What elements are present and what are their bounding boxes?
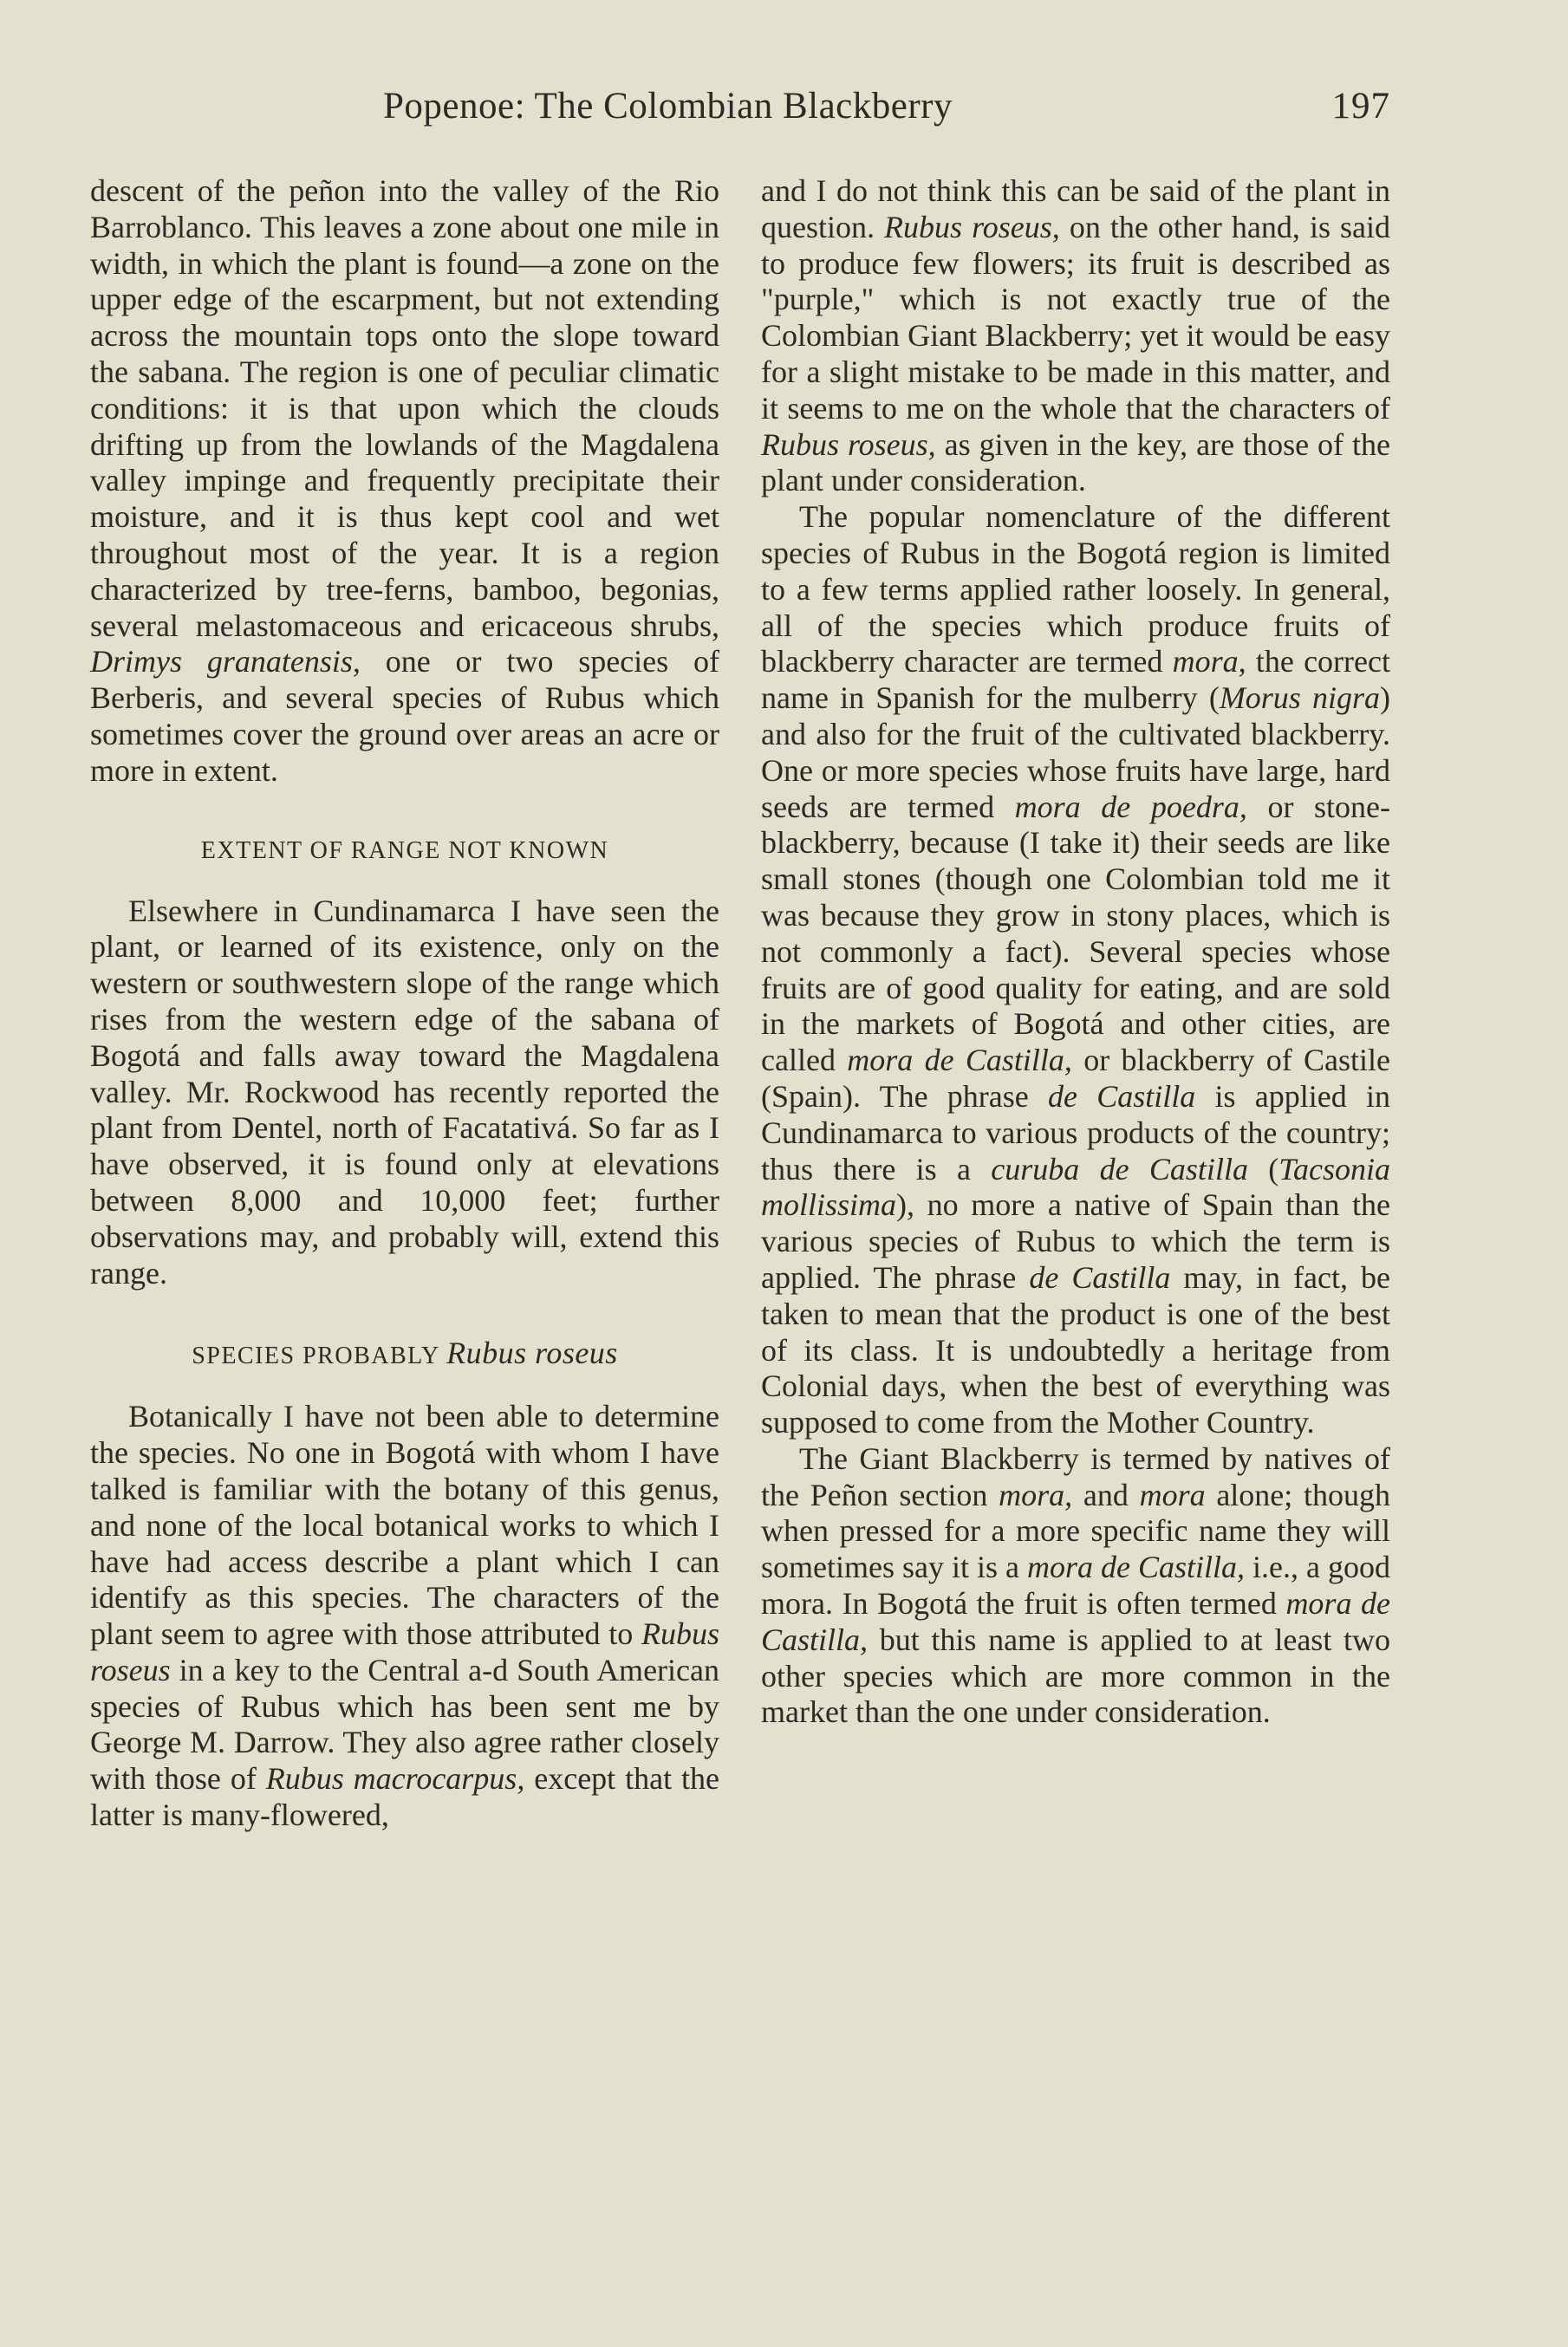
taxon-name: Drimys granatensis, bbox=[90, 644, 361, 679]
text-run: i.e., a good mora. In Bogotá the fruit is often termed bbox=[761, 1550, 1391, 1622]
paragraph bbox=[90, 173, 719, 790]
text-run: may, in fact, be taken to mean that the product is one of the best of its class. It is undoubtedly a heritage from Colonial days, when the best of everything was supposed to come from the Mother Country. bbox=[761, 1259, 1390, 1440]
section-heading: EXTENT OF RANGE NOT KNOWN bbox=[200, 836, 609, 864]
text-run: on the other hand, is said to produce few flowers; its fruit is described as "purple," which is not exactly true of the Colombian Giant Blackberry; yet it would be easy for a slight mistake to be made in this matter, and it seems to me on the whole that the characters of bbox=[761, 209, 1391, 426]
italic-term: mora de Castilla, bbox=[1027, 1550, 1246, 1585]
text-run: as given in the key, are those of the plant under consideration. bbox=[761, 426, 1390, 498]
text-run: ( bbox=[1247, 1151, 1279, 1187]
italic-term: mora, bbox=[999, 1477, 1073, 1512]
right-column bbox=[761, 173, 1390, 1731]
page-number: 197 bbox=[1331, 86, 1390, 127]
text-run: Botanically I have not been able to determine the species. No one in Bogotá with whom I have talked is familiar with the botany of this genus, and none of the local botanical works to which I have had access describe a plant which I can identify as this species. The characters of the plant seem to agree with those attributed to bbox=[90, 1399, 719, 1652]
paragraph bbox=[90, 1399, 719, 1834]
text-run: is applied in Cundinamarca to various products of the country; thus there is a bbox=[761, 1078, 1390, 1187]
italic-term: curuba de Castilla bbox=[991, 1151, 1248, 1187]
text-run: and bbox=[1072, 1477, 1140, 1512]
text-run: ), no more a native of Spain than the various species of Rubus to which the term is applied. The phrase bbox=[761, 1187, 1390, 1295]
text-run: but this name is applied to at least two other species which are more common in the market than the one under consideration. bbox=[761, 1622, 1390, 1730]
text-run: descent of the peñon into the valley of the Rio Barroblanco. This leaves a zone about one mile in width, in which the plant is found—a zone on the upper edge of the escarpment, but not extending across the mountain tops onto the slope toward the sabana. The region is one of peculiar climatic conditions: it is that upon which the clouds drifting up from the lowlands of the Magdalena valley impinge and frequently precipitate their moisture, and it is thus kept cool and wet throughout most of the year. It is a region characterized by tree-ferns, bamboo, begonias, several melastomaceous and ericaceous shrubs, bbox=[90, 173, 719, 643]
taxon-name: Tacsonia mollissima bbox=[761, 1151, 1390, 1223]
running-title: Popenoe: The Colombian Blackberry bbox=[383, 86, 953, 127]
heading-text: SPECIES PROBABLY bbox=[192, 1343, 439, 1370]
italic-term: mora bbox=[1139, 1477, 1206, 1512]
text-run: one or two species of Berberis, and several species of Rubus which sometimes cover the ground over areas an acre or more in extent. bbox=[90, 644, 719, 788]
paragraph bbox=[761, 1441, 1390, 1731]
running-head bbox=[90, 85, 1390, 146]
paragraph: Elsewhere in Cundinamarca I have seen the plant, or learned of its existence, only on the western or southwestern slope of the range which rises from the western edge of the sabana of Bogotá and falls away toward the Magdalena valley. Mr. Rockwood has recently reported the plant from Dentel, north of Facatativá. So far as I have observed, it is found only at elevations between 8,000 and 10,000 feet; further observations may, and probably will, extend this range. bbox=[90, 893, 719, 1291]
text-run: except that the latter is many-flowered, bbox=[90, 1761, 719, 1833]
taxon-name: Rubus roseus bbox=[446, 1336, 618, 1371]
italic-term: mora de Castilla, bbox=[761, 1586, 1390, 1657]
taxon-name: Morus nigra bbox=[1219, 680, 1380, 716]
text-run: the correct name in Spanish for the mulberry ( bbox=[761, 644, 1390, 716]
text-run: alone; though when pressed for a more specific name they will sometimes say it is a bbox=[761, 1477, 1391, 1585]
text-run: or blackberry of Castile (Spain). The phrase bbox=[761, 1043, 1390, 1114]
taxon-name: Rubus macrocarpus, bbox=[265, 1761, 525, 1797]
taxon-name: Rubus roseus bbox=[90, 1616, 719, 1687]
text-run: and I do not think this can be said of the plant in question. bbox=[761, 173, 1390, 244]
italic-term: de Castilla bbox=[1048, 1078, 1196, 1114]
italic-term: de Castilla bbox=[1029, 1259, 1171, 1295]
section-heading bbox=[90, 1336, 719, 1373]
paragraph bbox=[761, 499, 1390, 1441]
taxon-name: Rubus roseus, bbox=[761, 426, 936, 462]
text-run: The Giant Blackberry is termed by natives of the Peñon section bbox=[761, 1440, 1390, 1512]
text-run: in a key to the Central a-d South American species of Rubus which has been sent me by George M. Darrow. They also agree rather closely with those of bbox=[90, 1652, 719, 1797]
left-column bbox=[90, 173, 719, 1834]
text-run: or stone-blackberry, because (I take it) their seeds are like small stones (though one Colombian told me it was because they grow in stony places, which is not commonly a fact). Several species whose fruits are of good quality for eating, and are sold in the markets of Bogotá and other cities, are called bbox=[761, 789, 1391, 1078]
taxon-name: Rubus roseus, bbox=[884, 209, 1060, 244]
italic-term: mora de poedra, bbox=[1014, 789, 1247, 824]
italic-term: mora, bbox=[1172, 644, 1246, 679]
italic-term: mora de Castilla, bbox=[847, 1043, 1072, 1078]
text-run: The popular nomenclature of the different species of Rubus in the Bogotá region is limited to a few terms applied rather loosely. In general, all of the species which produce fruits of blackberry character are termed bbox=[761, 499, 1390, 679]
paragraph bbox=[761, 173, 1390, 499]
text-run: ) and also for the fruit of the cultivated blackberry. One or more species whose fruits have large, hard seeds are termed bbox=[761, 680, 1390, 824]
